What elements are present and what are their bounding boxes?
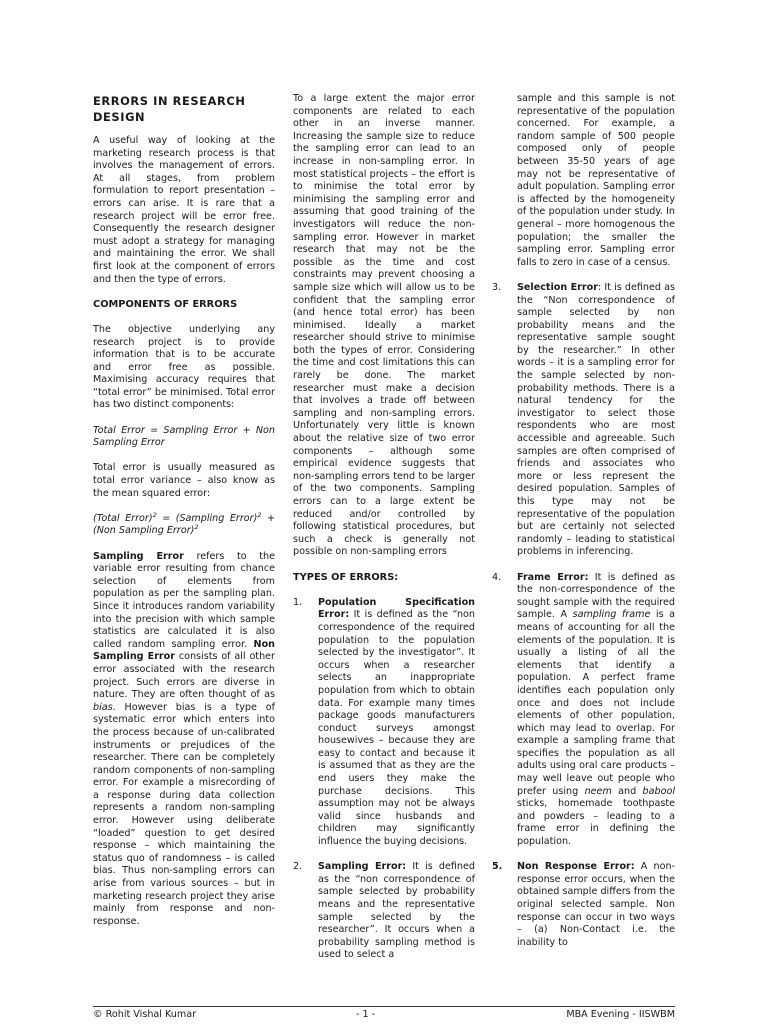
item-number: 1.	[293, 596, 303, 608]
list-item	[492, 861, 675, 949]
item-number: 4.	[492, 571, 502, 583]
item-term: Non Response Error:	[517, 861, 635, 873]
footer-author: © Rohit Vishal Kumar	[93, 1009, 197, 1020]
components-paragraph: The objective underlying any research project is to provide information that is to be accurate and error free as possible. Maximising accuracy requires that “total error” be minimised. Total error has two distinct components:	[93, 323, 275, 411]
item-italic-term: babool	[642, 785, 675, 797]
superscript-2: 2	[257, 510, 262, 519]
column-2	[293, 93, 475, 962]
components-heading: COMPONENTS OF ERRORS	[93, 298, 238, 310]
item-italic-term: neem	[584, 785, 612, 797]
non-sampling-text-1: consists of all other error associated with the research project. Such errors are diverse in nature. They are often thought of as	[93, 651, 275, 701]
bias-word: bias	[93, 701, 113, 713]
item-text: : It is defined as the “Non correspondence of sample selected by non probability means and the representative sample sought by the researcher.” In other words – it is a sampling error for the sample selected by non-probability methods. There is a natural tendency for the investigator to select those respondents who are most accessible and agreeable. Such samples are often comprised of friends and associates who more or less represent the desired population. Samples of this type may not be representative of the population but are certainly not selected randomly – leading to statistical problems in inferencing.	[517, 281, 676, 558]
formula-total-term: (Total Error)	[93, 512, 153, 524]
intro-paragraph: A useful way of looking at the marketing research process is that involves the management of errors. At all stages, from problem formulation to report presentation – errors can arise. It is rare that a research project will be error free. Consequently the research designer must adopt a strategy for managing and maintaining the error. We shall first look at the component of errors and then the type of errors.	[93, 135, 275, 285]
column-1	[93, 93, 275, 928]
superscript-2: 2	[152, 510, 157, 519]
item-text: A non-response error occurs, when the obtained sample differs from the original selected sample. Non response can occur in two ways – (a) Non-Contact i.e. the inability to	[517, 861, 676, 948]
list-item	[293, 861, 475, 962]
types-heading: TYPES OF ERRORS:	[293, 571, 399, 583]
item-term: Population Specification Error:	[318, 596, 475, 621]
item-term: Selection Error	[517, 281, 598, 293]
formula-squared-error	[93, 510, 275, 538]
footer-divider	[93, 1006, 675, 1007]
item-number: 2.	[293, 861, 303, 873]
sampling-error-term: Sampling Error	[93, 550, 184, 562]
non-sampling-error-term: Non Sampling Error	[93, 638, 275, 663]
list-item-continued	[492, 93, 675, 269]
item-text: It is defined as the “non correspondence of sample selected by probability means and the representative sample selected by the researcher”. It occurs when a probability sampling method is used to select a	[318, 861, 475, 961]
error-components-paragraph: To a large extent the major error components are related to each other in an inverse manner. Increasing the sample size to reduce the sampling error can lead to an increase in non-sampling error. In most statistical projects – the effort is to minimise the total error by minimising the sampling error and assuming that good training of the investigators will reduce the non-sampling error. However in market research that may not be the possible as the time and cost constraints may prevent choosing a sample size which will allow us to be confident that the sampling error (and hence total error) has been minimised. Ideally a market researcher should strive to minimise both the types of error. Considering the time and cost limitations this can rarely be done. The market researcher must make a decision that involves a trade off between sampling and non-sampling errors. Unfortunately very little is known about the relative size of two error components – although some empirical evidence suggests that non-sampling errors tend to be larger of the two components. Sampling errors can to a large extent be reduced and/or controlled by following statistical procedures, but such a check is generally not possible on non-sampling errors	[293, 93, 475, 558]
item-number: 5.	[492, 861, 503, 873]
footer-course: MBA Evening - IISWBM	[566, 1009, 675, 1020]
item-number: 3.	[492, 281, 502, 293]
sampling-error-text: refers to the variable error resulting from chance selection of elements from population as per the sampling plan. Since it introduces random variability into the precision with which sample statistics are calculated it is also called random sampling error.	[93, 550, 275, 650]
formula-total-error: Total Error = Sampling Error + Non Sampling Error	[93, 424, 275, 449]
superscript-2: 2	[194, 523, 199, 532]
formula-sampling-term: = (Sampling Error)	[156, 512, 258, 524]
page-number: - 1 -	[356, 1009, 376, 1020]
item-text: and	[611, 785, 643, 797]
item-term: Sampling Error:	[318, 861, 407, 873]
non-sampling-text-2: . However bias is a type of systematic error which enters into the process because of un-calibrated instruments or prejudices of the researcher. There can be completely random components of non-sampling error. For example a misrecording of a response during data collection represents a random non-sampling error. However using deliberate “loaded” question to get desired response – which maintaining the status quo of randomness – is called bias. Thus non-sampling errors can arise from various sources – but in marketing research project they arise mainly from response and non-response.	[93, 701, 275, 927]
formula-non-sampling-term: + (Non Sampling Error)	[93, 512, 275, 537]
item-italic-term: sampling frame	[572, 609, 651, 621]
item-text: sticks, homemade toothpaste and powders – leading to a frame error in defining the population.	[517, 798, 675, 848]
list-item	[293, 597, 475, 849]
document-title: ERRORS IN RESEARCH DESIGN	[93, 94, 246, 124]
item-term: Frame Error:	[517, 571, 589, 583]
item-text: It is defined as the non-correspondence of the sought sample with the required sample. A	[517, 571, 675, 621]
item-text: It is defined as the “non correspondence of the required population to the population selected by the investigator”. It occurs when a researcher selects an inappropriate population from which to obtain data. For example many times package goods manufacturers conduct surveys amongst housewives – because they are easy to contact and because it is assumed that as they are the end users they make the purchase decisions. This assumption may not be always valid since husbands and children may significantly influence the buying decisions.	[318, 609, 475, 848]
list-item	[492, 282, 675, 559]
list-item	[492, 572, 675, 849]
sampling-error-paragraph	[93, 551, 275, 929]
item-text: sample and this sample is not representative of the population concerned. For example, a random sample of 500 people composed only of people between 35-50 years of age may not be representative of adult population. Sampling error is affected by the homogeneity of the population under study. In general – more homogenous the population; the smaller the sampling error. Sampling error falls to zero in case of a census.	[517, 93, 675, 268]
item-text: is a means of accounting for all the elements of the population. It is usually a listing of all the elements that identify a population. A perfect frame identifies each population only once and does not include elements of other population, which may lead to overlap. For example a sampling frame that specifies the population as all adults using oral care products – may well leave out people who prefer using	[517, 609, 676, 797]
variance-paragraph: Total error is usually measured as total error variance – also know as the mean squared error:	[93, 462, 275, 499]
column-3	[492, 93, 675, 949]
